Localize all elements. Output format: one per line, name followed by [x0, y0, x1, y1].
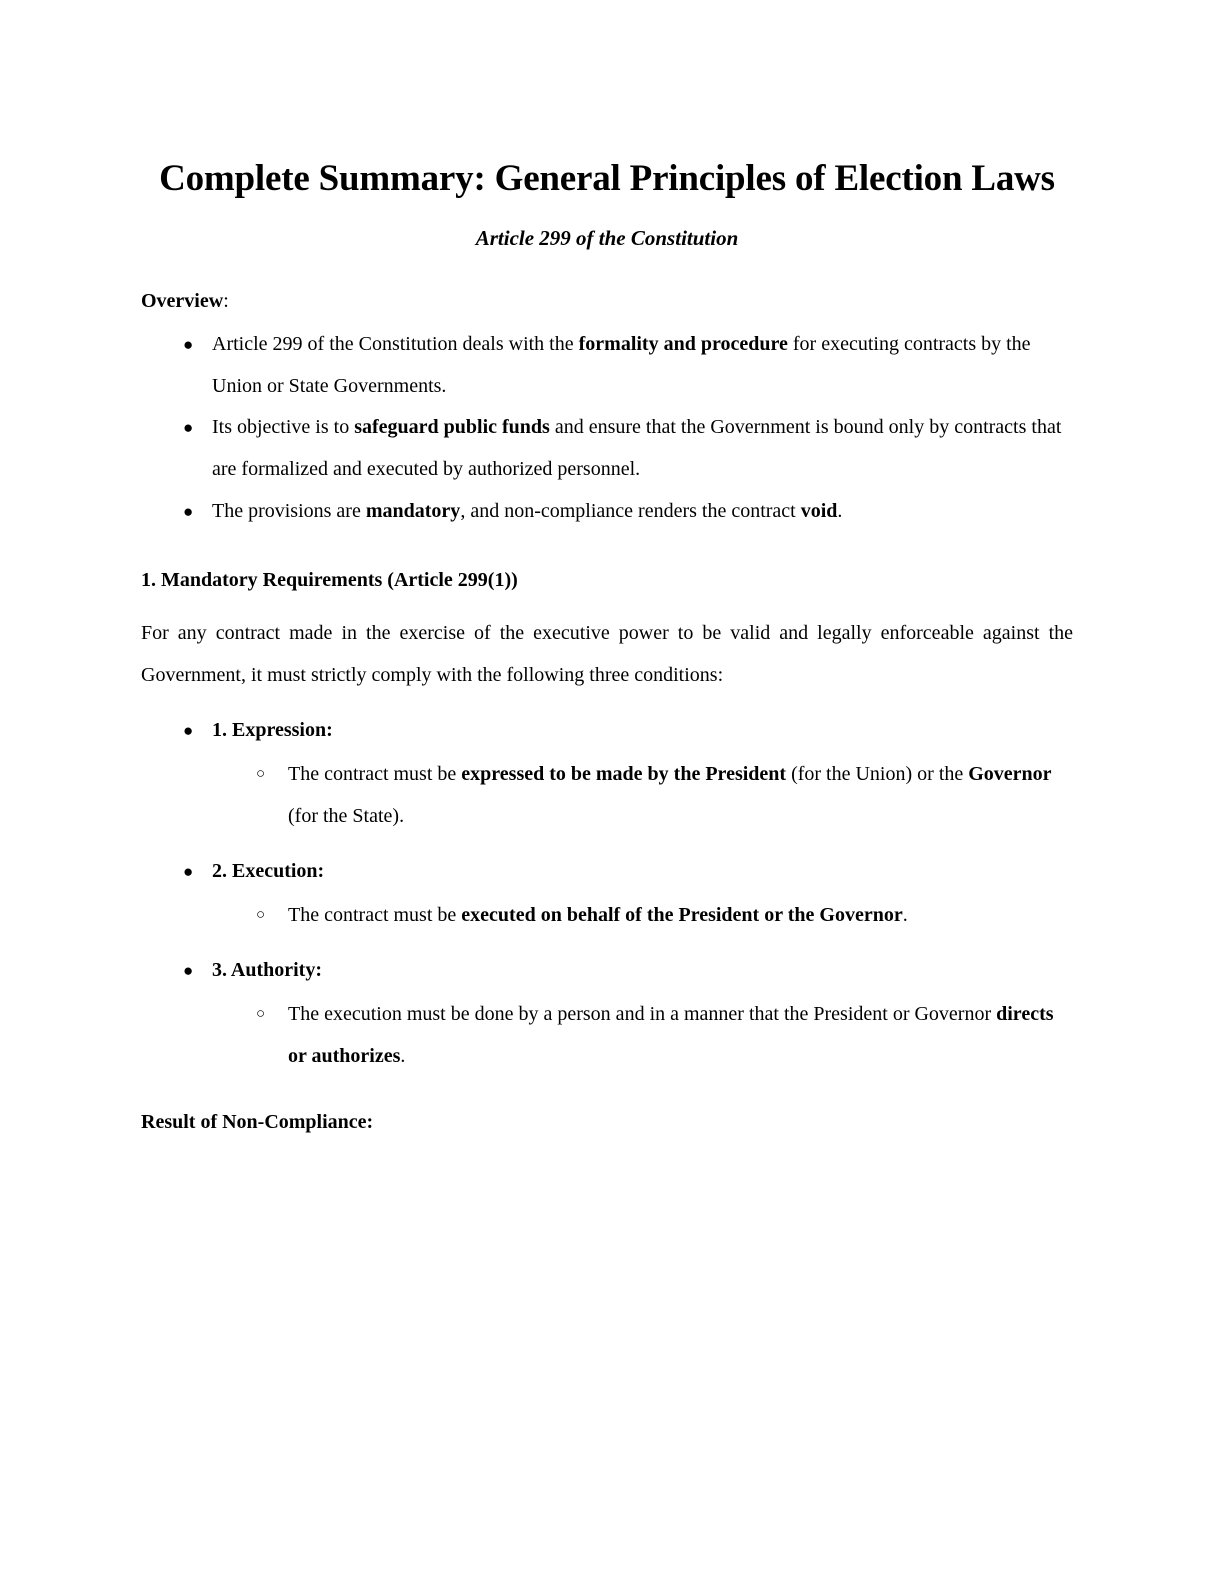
- document-content: [141, 152, 1073, 1137]
- emphasis-text: executed on behalf of the President or the Governor: [461, 903, 903, 926]
- condition-sub-list: [212, 754, 1073, 837]
- body-text: , and non-compliance renders the contract: [460, 499, 801, 522]
- emphasis-text: formality and procedure: [578, 333, 788, 356]
- list-item: [141, 324, 1073, 407]
- bullet-disc-icon: ●: [183, 335, 194, 355]
- emphasis-text: mandatory: [365, 499, 461, 522]
- body-text: and ensure that the Government is bound only by contracts that are formalized and executed by authorized personnel.: [212, 416, 1062, 481]
- list-item: [141, 491, 1073, 533]
- body-text: .: [400, 1044, 406, 1067]
- bullet-disc-icon: ●: [183, 418, 194, 438]
- condition-label: 2. Execution:: [212, 860, 325, 883]
- body-text: Article 299 of the Constitution deals with the: [212, 333, 579, 356]
- body-text: (for the State).: [288, 804, 405, 827]
- emphasis-text: Governor: [968, 763, 1052, 785]
- body-text: (for the Union) or the: [786, 763, 969, 785]
- bullet-disc-icon: ●: [183, 961, 194, 981]
- list-item-text: [288, 1003, 1054, 1067]
- emphasis-text: directs or authorizes: [288, 1002, 1054, 1067]
- emphasis-text: safeguard public funds: [354, 416, 550, 439]
- list-item: [141, 950, 1073, 1077]
- body-text: .: [837, 499, 843, 522]
- emphasis-text: expressed to be made by the President: [461, 763, 787, 785]
- bullet-circle-icon: ○: [256, 906, 266, 923]
- list-item-text: [288, 904, 908, 926]
- overview-bullet-list: [141, 324, 1073, 532]
- mandatory-requirements-paragraph: For any contract made in the exercise of the executive power to be valid and legally enforceable against the Government, it must strictly comply with the following three conditions:: [141, 622, 1073, 686]
- condition-label: 3. Authority:: [212, 959, 322, 982]
- list-item-text: [212, 416, 1061, 480]
- list-item-text: [212, 333, 1031, 397]
- list-item-text: [212, 500, 842, 522]
- body-text: The execution must be done by a person and in a manner that the President or Governor: [288, 1002, 997, 1025]
- condition-label: 1. Expression:: [212, 719, 333, 742]
- list-item: [212, 994, 1073, 1077]
- bullet-disc-icon: ●: [183, 862, 194, 882]
- body-text: Its objective is to: [212, 416, 355, 439]
- bullet-disc-icon: ●: [183, 721, 194, 741]
- list-item: [141, 407, 1073, 490]
- list-item: [141, 851, 1073, 936]
- page-title: Complete Summary: General Principles of Election Laws: [159, 158, 1055, 199]
- condition-sub-list: [212, 895, 1073, 937]
- body-text: The provisions are: [212, 499, 366, 522]
- bullet-circle-icon: ○: [256, 1005, 266, 1022]
- condition-sub-list: [212, 994, 1073, 1077]
- section-heading-overview-colon: :: [223, 290, 229, 313]
- list-item: [141, 710, 1073, 837]
- list-item-text: [288, 763, 1052, 827]
- conditions-list: [141, 710, 1073, 1077]
- body-text: .: [902, 903, 908, 926]
- list-item: [212, 895, 1073, 937]
- bullet-circle-icon: ○: [256, 766, 266, 782]
- body-text: The contract must be: [288, 763, 462, 785]
- section-heading-overview-label: Overview: [141, 290, 224, 313]
- document-subtitle: Article 299 of the Constitution: [475, 225, 739, 250]
- bullet-disc-icon: ●: [183, 501, 194, 521]
- list-item: [212, 754, 1073, 837]
- emphasis-text: void: [800, 499, 838, 522]
- body-text: for executing contracts by the Union or State Governments.: [212, 333, 1031, 397]
- body-text: The contract must be: [288, 903, 462, 926]
- section-heading-overview: [141, 286, 1073, 316]
- section-heading-result-of-non-compliance: Result of Non-Compliance:: [141, 1111, 374, 1134]
- section-heading-mandatory-requirements: 1. Mandatory Requirements (Article 299(1)): [141, 569, 518, 592]
